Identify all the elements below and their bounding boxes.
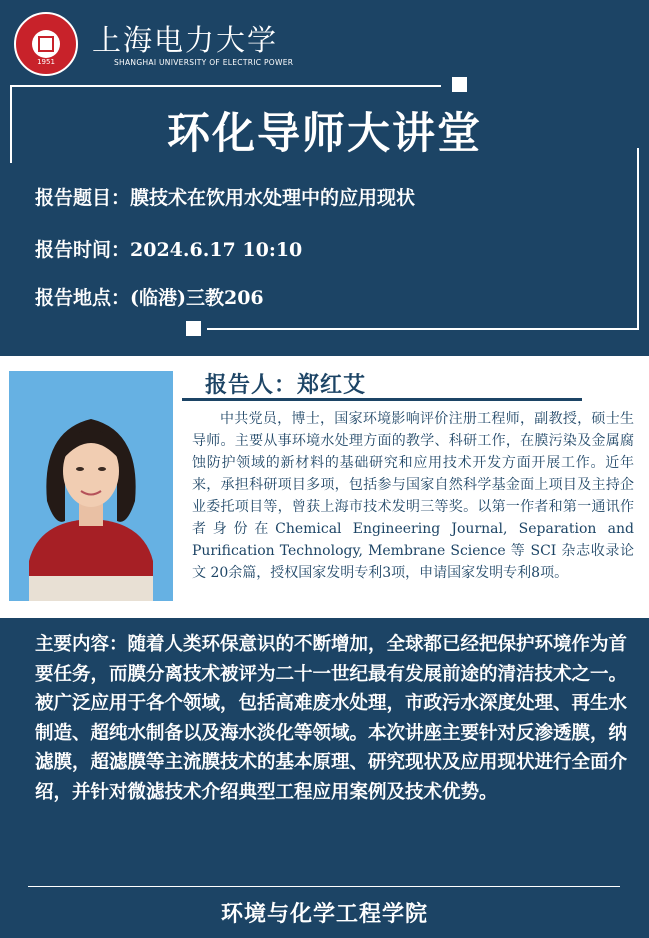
logo-emblem-icon [38, 36, 54, 52]
event-title: 环化导师大讲堂 [167, 109, 482, 159]
logo-year: 1951 [37, 58, 55, 66]
speaker-underline [182, 398, 582, 401]
frame-square-bottom [186, 321, 201, 336]
frame-square-top [452, 77, 467, 92]
university-name-en: SHANGHAI UNIVERSITY OF ELECTRIC POWER [114, 58, 294, 67]
frame-line-bottom [207, 328, 639, 330]
speaker-bio: 中共党员，博士，国家环境影响评价注册工程师，副教授，硕士生导师。主要从事环境水处理方面的教学、科研工作，在膜污染及金属腐蚀防护领域的新材料的基础研究和应用技术开发方面开展工作。近年来，承担科研项目多项，包括参与国家自然科学基金面上项目及主持企业委托项目等，曾获上海市技术发明三等奖。以第一作者和第一通讯作者身份在Chemical Engineering Journal, Separation and Purification Technology, Membrane Science 等 SCI 杂志收录论文 20余篇，授权国家发明专利3项，申请国家发明专利8项。 [192, 411, 634, 581]
speaker-photo [9, 371, 173, 601]
main-content: 主要内容：随着人类环保意识的不断增加，全球都已经把保护环境作为首要任务，而膜分离技术被评为二十一世纪最有发展前途的清洁技术之一。被广泛应用于各个领域，包括高难废水处理，市政污水深度处理、再生水制造、超纯水制备以及海水淡化等领域。本次讲座主要针对反渗透膜，纳滤膜，超滤膜等主流膜技术的基本原理、研究现状及应用现状进行全面介绍，并针对微滤技术介绍典型工程应用案例及技术优势。 [35, 634, 628, 803]
report-topic: 报告题目：膜技术在饮用水处理中的应用现状 [35, 187, 416, 209]
university-logo [14, 12, 78, 76]
footer-divider [28, 886, 620, 887]
university-name-cn: 上海电力大学 [92, 23, 279, 57]
frame-line-top [10, 85, 441, 87]
frame-line-right [637, 148, 639, 328]
school-name: 环境与化学工程学院 [220, 901, 428, 927]
speaker-heading: 报告人：郑红艾 [205, 372, 367, 398]
report-location: 报告地点：(临港)三教206 [35, 287, 264, 309]
report-time: 报告时间：2024.6.17 10:10 [35, 239, 303, 261]
